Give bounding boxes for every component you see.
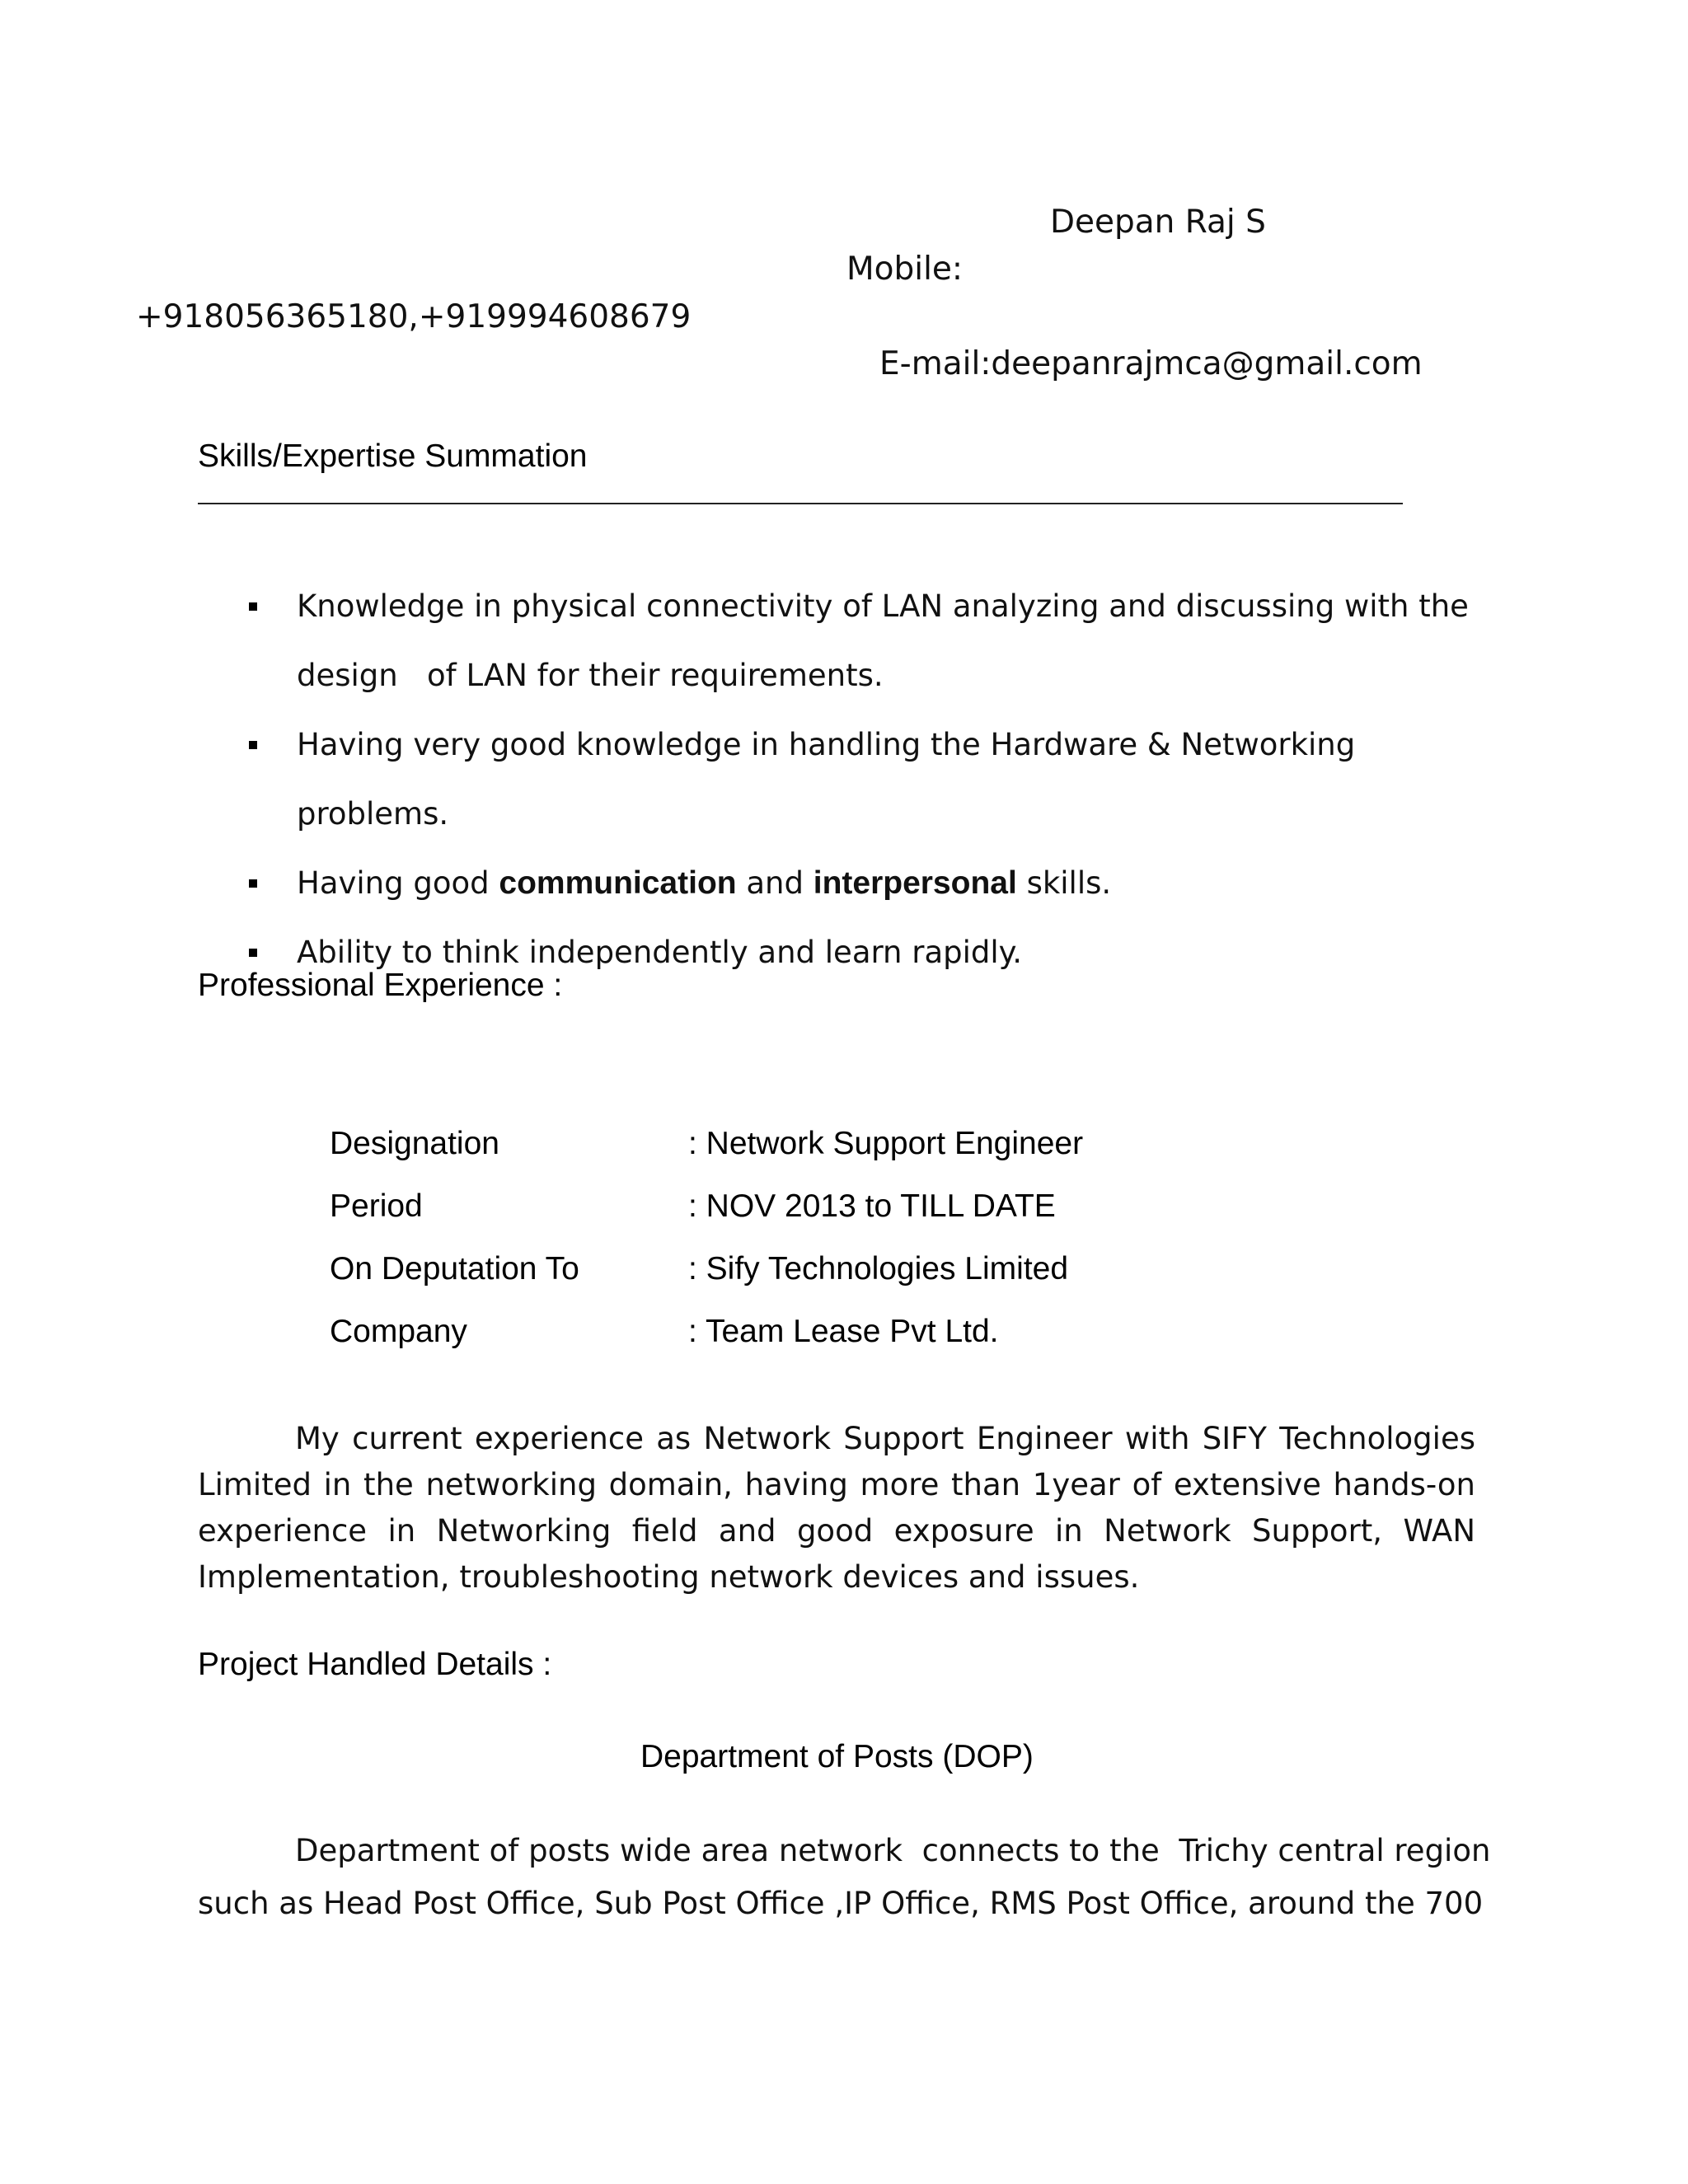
experience-details [330, 1124, 1083, 1375]
description-line: such as Head Post Office, Sub Post Office ,IP Office, RMS Post Office, around the 700 [198, 1886, 1484, 1921]
bullet-square-icon [249, 879, 257, 888]
project-title: Department of Posts (DOP) [640, 1739, 1034, 1774]
detail-value: : Team Lease Pvt Ltd. [688, 1314, 999, 1349]
detail-row [330, 1249, 1083, 1312]
detail-row [330, 1187, 1083, 1249]
skill-item [247, 710, 1500, 849]
summary-line: My current experience as Network Support Engineer with SIFY Technologies [295, 1421, 1475, 1456]
skill-text: Having good [297, 865, 499, 901]
skill-text: Having very good knowledge in handling the Hardware & Networking problems. [297, 727, 1356, 832]
experience-heading: Professional Experience : [198, 968, 563, 1003]
detail-key: Company [330, 1314, 467, 1349]
skill-emphasis: interpersonal [813, 865, 1017, 901]
summary-line: Implementation, troubleshooting network devices and issues. [198, 1559, 1140, 1595]
section-divider [198, 503, 1403, 504]
skill-text-line: design of LAN for their requirements. [297, 658, 884, 693]
project-description [198, 1825, 1517, 1930]
email-address: E-mail:deepanrajmca@gmail.com [879, 345, 1423, 382]
skill-item [247, 572, 1500, 710]
skill-emphasis: communication [499, 865, 737, 901]
skill-text: and [736, 865, 814, 901]
detail-value: : Sify Technologies Limited [688, 1251, 1069, 1286]
experience-summary [198, 1416, 1475, 1601]
summary-line: experience in Networking field and good exposure in Network Support, WAN [198, 1513, 1475, 1549]
bullet-square-icon [249, 602, 257, 611]
detail-key: On Deputation To [330, 1251, 579, 1286]
skill-text: Ability to think independently and learn rapidly. [297, 935, 1023, 970]
detail-row [330, 1312, 1083, 1375]
skills-heading: Skills/Expertise Summation [198, 438, 588, 474]
candidate-name: Deepan Raj S [1050, 204, 1266, 241]
detail-row [330, 1124, 1083, 1187]
bullet-square-icon [249, 949, 257, 957]
skill-text: skills. [1016, 865, 1112, 901]
bullet-square-icon [249, 741, 257, 749]
summary-line: Limited in the networking domain, having more than 1year of extensive hands-on [198, 1467, 1475, 1502]
skills-list [247, 572, 1500, 987]
detail-key: Period [330, 1188, 423, 1224]
projects-heading: Project Handled Details : [198, 1647, 552, 1682]
skill-text-line: Knowledge in physical connectivity of LAN analyzing and discussing with the [297, 588, 1469, 624]
mobile-label: Mobile: [846, 251, 964, 288]
skill-item [247, 849, 1500, 918]
description-line: Department of posts wide area network connects to the Trichy central region [295, 1833, 1491, 1868]
detail-key: Designation [330, 1126, 499, 1161]
mobile-numbers: +918056365180,+919994608679 [136, 298, 692, 335]
detail-value: : NOV 2013 to TILL DATE [688, 1188, 1056, 1224]
detail-value: : Network Support Engineer [688, 1126, 1084, 1161]
